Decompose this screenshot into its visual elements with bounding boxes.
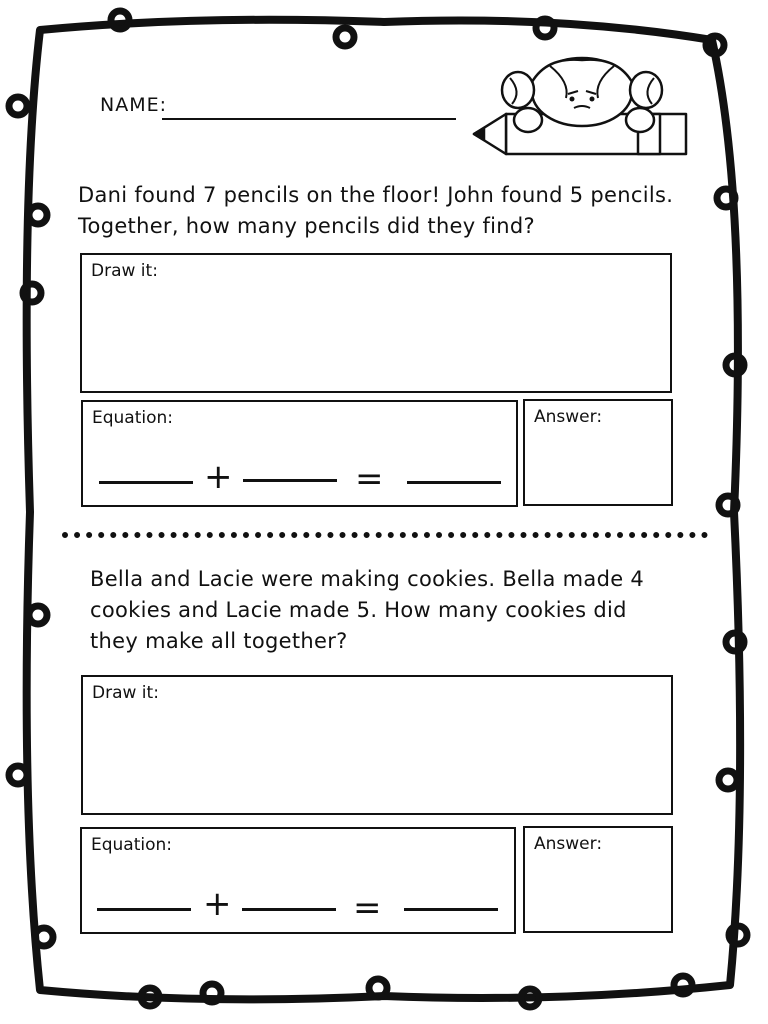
sum-blank[interactable] <box>407 481 501 484</box>
problem-1-answer-box[interactable] <box>523 399 673 506</box>
problem-2-equation-box <box>80 827 516 934</box>
girl-pencil-clipart <box>470 52 706 160</box>
name-label: NAME: <box>100 94 168 116</box>
addend-2-blank[interactable] <box>243 479 337 482</box>
name-field[interactable] <box>162 118 456 120</box>
addend-1-blank[interactable] <box>99 481 193 484</box>
equation-label: Equation: <box>91 835 173 855</box>
dotted-divider <box>62 532 708 538</box>
problem-2-text: Bella and Lacie were making cookies. Bella made 4 cookies and Lacie made 5. How many cookies did they make all together? <box>90 567 645 653</box>
problem-1-text: Dani found 7 pencils on the floor! John found 5 pencils. Together, how many pencils did they find? <box>78 183 674 238</box>
draw-it-label: Draw it: <box>92 683 159 703</box>
equation-label: Equation: <box>92 408 174 428</box>
equals-sign: = <box>353 888 382 928</box>
equals-sign: = <box>355 459 384 499</box>
addend-1-blank[interactable] <box>97 908 191 911</box>
problem-2-answer-box[interactable] <box>523 826 673 933</box>
problem-1-draw-box[interactable] <box>80 253 672 393</box>
sum-blank[interactable] <box>404 908 498 911</box>
answer-label: Answer: <box>534 407 603 427</box>
answer-label: Answer: <box>534 834 603 854</box>
draw-it-label: Draw it: <box>91 261 158 281</box>
problem-2-draw-box[interactable] <box>81 675 673 815</box>
plus-sign: + <box>204 457 233 497</box>
addend-2-blank[interactable] <box>242 908 336 911</box>
problem-1-equation-box <box>81 400 518 507</box>
plus-sign: + <box>203 884 232 924</box>
